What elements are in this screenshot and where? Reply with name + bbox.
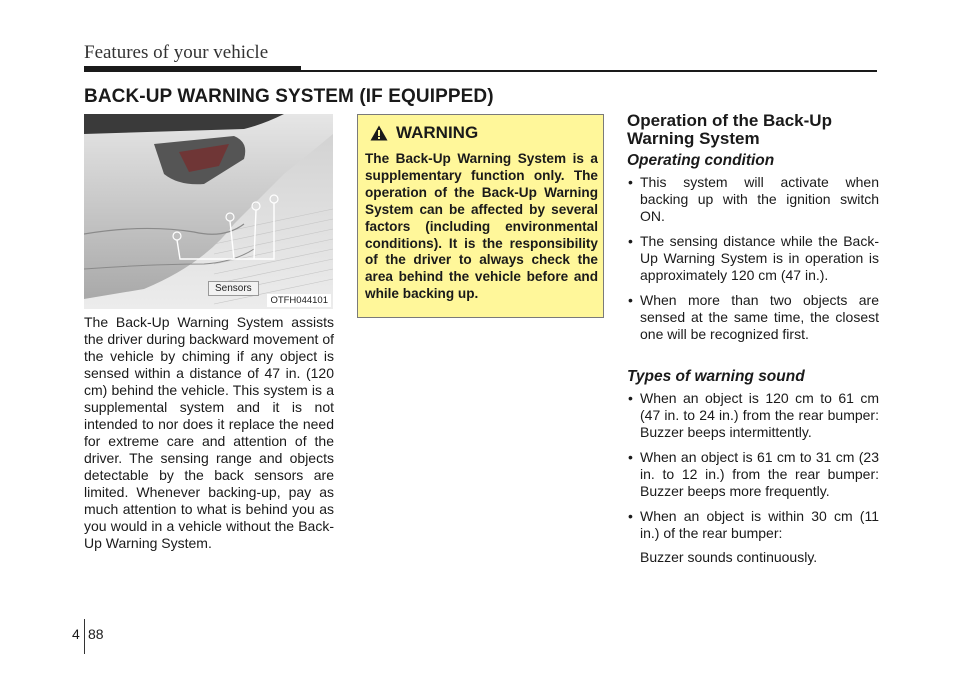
header-rule-thick bbox=[84, 66, 301, 72]
rear-bumper-figure bbox=[84, 114, 333, 309]
condition-text: The sensing distance while the Back-Up Warning System is in operation is approximately 120 cm (47 in.). bbox=[640, 233, 879, 283]
footer-rule bbox=[84, 619, 85, 654]
page-number: 88 bbox=[88, 626, 104, 642]
list-item bbox=[627, 449, 879, 500]
bullet-icon: • bbox=[628, 508, 633, 524]
sound-text: When an object is within 30 cm (11 in.) of the rear bumper: bbox=[640, 508, 879, 541]
bullet-icon: • bbox=[628, 390, 633, 406]
header-rule-thin bbox=[301, 70, 877, 72]
list-item bbox=[627, 292, 879, 343]
sound-text: When an object is 120 cm to 61 cm (47 in. to 24 in.) from the rear bumper: Buzzer beeps intermittently. bbox=[640, 390, 879, 440]
chapter-number: 4 bbox=[72, 626, 80, 642]
intro-paragraph: The Back-Up Warning System assists the driver during backward movement of the vehicle by chiming if any object is sensed within a distance of 47 in. (120 cm) behind the vehicle. This system is a supplemental system and it is not intended to nor does it replace the need for extreme care and attention of the driver. The sensing range and objects detectable by the back sensors are limited. Whenever backing-up, pay as much attention to what is behind you as you would in a vehicle without the Back-Up Warning System. bbox=[84, 314, 334, 551]
figure-code: OTFH044101 bbox=[267, 294, 331, 307]
sound-extra-text: Buzzer sounds continuously. bbox=[640, 549, 818, 565]
warning-sound-heading: Types of warning sound bbox=[627, 368, 805, 385]
bullet-icon: • bbox=[628, 449, 633, 465]
bullet-icon: • bbox=[628, 292, 633, 308]
list-item bbox=[627, 390, 879, 441]
sound-text: When an object is 61 cm to 31 cm (23 in. to 12 in.) from the rear bumper: Buzzer beeps more frequently. bbox=[640, 449, 879, 499]
warning-text: The Back-Up Warning System is a supplementary function only. The operation of the Back-Up Warning System can be affected by several factors (including environmental conditions). It is the responsibility of the driver to always check the area behind the vehicle before and while backing up. bbox=[365, 151, 598, 302]
operation-heading: Operation of the Back-Up Warning System bbox=[627, 111, 832, 148]
sensors-label: Sensors bbox=[208, 281, 259, 296]
condition-text: This system will activate when backing up with the ignition switch ON. bbox=[640, 174, 879, 224]
list-item bbox=[627, 508, 879, 566]
operating-condition-list bbox=[627, 174, 879, 351]
operating-condition-heading: Operating condition bbox=[627, 152, 775, 169]
warning-box bbox=[357, 114, 604, 318]
warning-triangle-icon bbox=[370, 125, 388, 141]
condition-text: When more than two objects are sensed at the same time, the closest one will be recognized first. bbox=[640, 292, 879, 342]
warning-sound-list bbox=[627, 390, 879, 574]
list-item bbox=[627, 233, 879, 284]
warning-header bbox=[370, 123, 478, 143]
bullet-icon: • bbox=[628, 233, 633, 249]
section-heading: BACK-UP WARNING SYSTEM (IF EQUIPPED) bbox=[84, 86, 494, 107]
bullet-icon: • bbox=[628, 174, 633, 190]
page-header-title: Features of your vehicle bbox=[84, 42, 269, 63]
warning-title: WARNING bbox=[396, 123, 479, 142]
list-item bbox=[627, 174, 879, 225]
car-rear-illustration bbox=[84, 114, 333, 309]
